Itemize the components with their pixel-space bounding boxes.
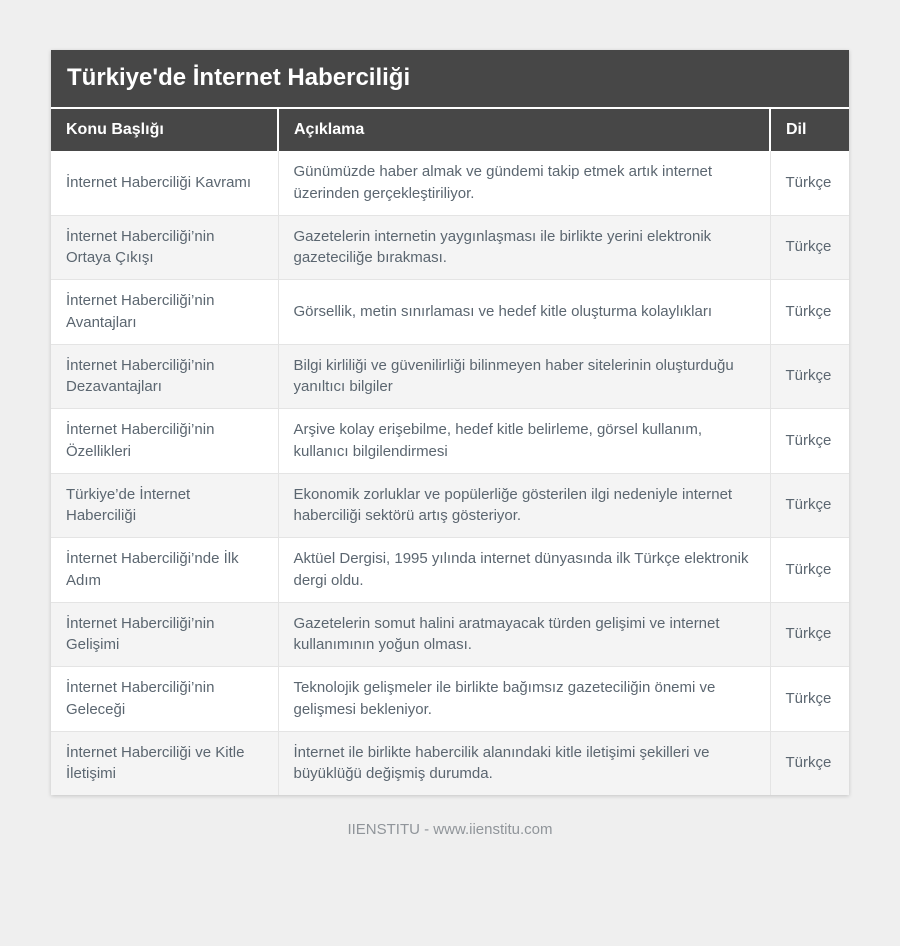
- topic-cell: İnternet Haberciliği’nin Dezavantajları: [51, 344, 278, 409]
- column-header-description: Açıklama: [278, 109, 770, 151]
- topic-cell: İnternet Haberciliği’nin Avantajları: [51, 280, 278, 345]
- description-cell: İnternet ile birlikte habercilik alanındaki kitle iletişimi şekilleri ve büyüklüğü değişmiş durumda.: [278, 731, 770, 795]
- description-cell: Aktüel Dergisi, 1995 yılında internet dünyasında ilk Türkçe elektronik dergi oldu.: [278, 538, 770, 603]
- page-title: Türkiye'de İnternet Haberciliği: [67, 64, 411, 92]
- footer-credit: IIENSTITU - www.iienstitu.com: [347, 821, 553, 838]
- table-row: [51, 409, 849, 474]
- language-cell: Türkçe: [770, 280, 849, 345]
- topic-cell: İnternet Haberciliği’nin Özellikleri: [51, 409, 278, 474]
- language-cell: Türkçe: [770, 344, 849, 409]
- description-cell: Gazetelerin somut halini aratmayacak türden gelişimi ve internet kullanımının yoğun olması.: [278, 602, 770, 667]
- table-row: [51, 280, 849, 345]
- description-cell: Gazetelerin internetin yaygınlaşması ile birlikte yerini elektronik gazeteciliğe bırakması.: [278, 215, 770, 280]
- topic-cell: Türkiye’de İnternet Haberciliği: [51, 473, 278, 538]
- table-row: [51, 215, 849, 280]
- table-row: [51, 602, 849, 667]
- topic-cell: İnternet Haberciliği Kavramı: [66, 173, 252, 191]
- topics-table: [51, 109, 849, 795]
- description-cell: Ekonomik zorluklar ve popülerliğe gösterilen ilgi nedeniyle internet haberciliği sektörü artış gösteriyor.: [278, 473, 770, 538]
- infographic-card: [51, 50, 849, 795]
- language-cell: Türkçe: [770, 667, 849, 732]
- description-cell: Görsellik, metin sınırlaması ve hedef kitle oluşturma kolaylıkları: [278, 280, 770, 345]
- topic-cell: İnternet Haberciliği’nin Ortaya Çıkışı: [51, 215, 278, 280]
- description-cell: Bilgi kirliliği ve güvenilirliği bilinmeyen haber sitelerinin oluşturduğu yanıltıcı bilgiler: [278, 344, 770, 409]
- description-cell: Teknolojik gelişmeler ile birlikte bağımsız gazeteciliğin önemi ve gelişmesi bekleniyor.: [278, 667, 770, 732]
- language-cell: Türkçe: [770, 731, 849, 795]
- table-row: [51, 344, 849, 409]
- table-body: [51, 151, 849, 795]
- table-row: [51, 473, 849, 538]
- table-header-row: [51, 109, 849, 151]
- title-bar: [51, 50, 849, 107]
- column-header-language: Dil: [770, 109, 849, 151]
- description-cell: Arşive kolay erişebilme, hedef kitle belirleme, görsel kullanım, kullanıcı bilgilendirmesi: [278, 409, 770, 474]
- language-cell: Türkçe: [770, 538, 849, 603]
- language-cell: Türkçe: [770, 602, 849, 667]
- language-cell: Türkçe: [770, 215, 849, 280]
- language-cell: Türkçe: [770, 151, 849, 215]
- table-row: [51, 538, 849, 603]
- topic-cell: İnternet Haberciliği’nin Gelişimi: [51, 602, 278, 667]
- table-row: [51, 667, 849, 732]
- table-row: [51, 151, 849, 215]
- topic-cell: İnternet Haberciliği’nin Geleceği: [51, 667, 278, 732]
- topic-cell: İnternet Haberciliği’nde İlk Adım: [51, 538, 278, 603]
- topic-cell: İnternet Haberciliği ve Kitle İletişimi: [51, 731, 278, 795]
- column-header-topic: Konu Başlığı: [51, 109, 278, 151]
- description-cell: Günümüzde haber almak ve gündemi takip etmek artık internet üzerinden gerçekleştiriliyor.: [278, 151, 770, 215]
- language-cell: Türkçe: [770, 473, 849, 538]
- table-row: [51, 731, 849, 795]
- language-cell: Türkçe: [770, 409, 849, 474]
